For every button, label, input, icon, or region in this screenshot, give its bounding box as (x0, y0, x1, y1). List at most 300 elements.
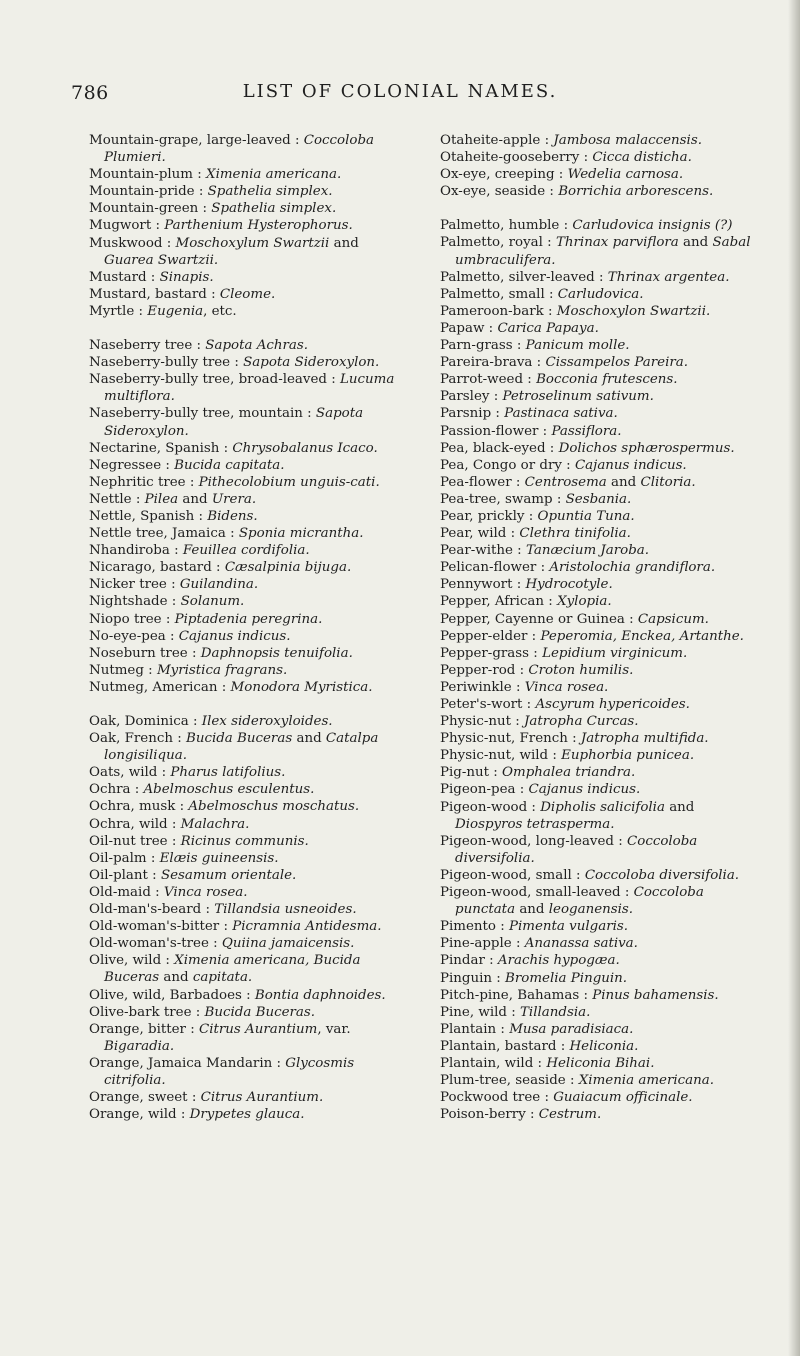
botanical-name: Pastinaca sativa. (504, 406, 618, 422)
botanical-name: Bigaradia. (104, 1038, 175, 1054)
index-entry (89, 491, 409, 508)
botanical-name: Elæis guineensis. (159, 850, 279, 866)
botanical-name: Carica Papaya. (497, 320, 599, 336)
common-name: Old-woman's-tree : (89, 936, 222, 952)
common-name: Pig-nut : (440, 765, 503, 781)
index-entry (440, 166, 760, 183)
index-entry (89, 132, 409, 166)
botanical-name: Moschoxylum Swartzii (175, 235, 330, 251)
botanical-name: Cleome. (219, 286, 276, 302)
index-entry (89, 200, 409, 217)
botanical-name: Thrinax argentea. (607, 269, 730, 285)
index-entry (440, 388, 760, 405)
common-name: Nettle tree, Jamaica : (89, 526, 239, 542)
left-column (89, 132, 409, 1123)
common-name: Mountain-pride : (89, 184, 208, 200)
botanical-name: Omphalea triandra. (502, 765, 636, 781)
common-name: Olive, wild : (89, 953, 175, 969)
botanical-name: Picramnia Antidesma. (232, 919, 382, 935)
common-name: Pindar : (440, 953, 498, 969)
index-entry (89, 474, 409, 491)
botanical-name: Ximenia americana. (206, 167, 342, 183)
botanical-name: Thrinax parviflora (555, 235, 679, 251)
botanical-name: Sinapis. (159, 269, 214, 285)
botanical-name: Daphnopsis tenuifolia. (200, 645, 353, 661)
index-entry (440, 867, 760, 884)
index-entry (440, 303, 760, 320)
common-name: Pameroon-bark : (440, 303, 557, 319)
botanical-name: Citrus Aurantium. (200, 1090, 324, 1106)
index-entry (89, 217, 409, 234)
index-entry (440, 320, 760, 337)
index-entry (89, 918, 409, 935)
botanical-name: Clitoria. (640, 474, 696, 490)
index-entry (440, 764, 760, 781)
botanical-name: Pithecolobium unguis-cati. (198, 474, 380, 490)
common-name: , var. (317, 1021, 351, 1037)
common-name: Orange, sweet : (89, 1090, 201, 1106)
common-name: Pear-withe : (440, 543, 526, 559)
index-entry (89, 867, 409, 884)
common-name: Old-man's-beard : (89, 902, 215, 918)
running-head: LIST OF COLONIAL NAMES. (242, 81, 558, 102)
botanical-name: Cestrum. (538, 1107, 602, 1123)
common-name: Pigeon-pea : (440, 782, 529, 798)
index-entry (440, 713, 760, 730)
botanical-name: Sesbania. (565, 491, 632, 507)
common-name: Plantain, wild : (440, 1055, 547, 1071)
common-name: Peter's-wort : (440, 697, 536, 712)
botanical-name: Urera. (211, 491, 257, 507)
botanical-name: Hydrocotyle. (525, 577, 613, 593)
botanical-name: Glycosmis citrifolia. (104, 1055, 355, 1088)
common-name: Ochra, musk : (89, 799, 189, 815)
common-name: Nhandiroba : (89, 543, 183, 559)
common-name: Ox-eye, creeping : (440, 167, 568, 183)
index-entry (89, 1089, 409, 1106)
common-name: Pinguin : (440, 970, 506, 986)
common-name: Niopo tree : (89, 611, 175, 627)
common-name: Oak, Dominica : (89, 714, 202, 729)
common-name: Old-maid : (89, 884, 164, 900)
botanical-name: Bucida Buceras (185, 731, 293, 747)
index-entry (89, 816, 409, 833)
botanical-name: Ximenia americana. (578, 1073, 714, 1089)
botanical-name: Pimenta vulgaris. (509, 919, 629, 935)
common-name: No-eye-pea : (89, 628, 179, 644)
common-name: Pine-apple : (440, 936, 525, 952)
common-name: Mustard, bastard : (89, 286, 220, 302)
common-name: Oak, French : (89, 731, 186, 747)
index-entry (89, 611, 409, 628)
botanical-name: Myristica fragrans. (156, 662, 288, 678)
index-entry (89, 337, 409, 354)
common-name: Nectarine, Spanish : (89, 440, 233, 456)
common-name: Oil-plant : (89, 867, 161, 883)
index-entry (440, 491, 760, 508)
common-name: Mountain-plum : (89, 167, 207, 183)
index-entry (440, 1021, 760, 1038)
common-name: Pareira-brava : (440, 355, 546, 371)
botanical-name: Abelmoschus moschatus. (188, 799, 360, 815)
botanical-name: Guaiacum officinale. (553, 1090, 693, 1106)
right-column (440, 132, 760, 1123)
common-name: Nephritic tree : (89, 474, 199, 490)
common-name: Pockwood tree : (440, 1090, 554, 1106)
index-entry (89, 269, 409, 286)
index-entry (440, 371, 760, 388)
common-name: Naseberry tree : (89, 338, 206, 354)
common-name: Oil-palm : (89, 850, 160, 866)
common-name: Nicker tree : (89, 577, 180, 593)
botanical-name: Cæsalpinia bijuga. (224, 560, 352, 576)
index-entry (89, 628, 409, 645)
botanical-name: Abelmoschus esculentus. (143, 782, 315, 798)
botanical-name: Passiflora. (551, 423, 622, 439)
botanical-name: Ximenia americana, Bucida Buceras (104, 953, 361, 986)
index-entry (89, 354, 409, 371)
index-entry (440, 269, 760, 286)
botanical-name: Euphorbia punicea. (561, 748, 695, 764)
botanical-name: Diospyros tetrasperma. (455, 816, 615, 832)
index-entry (440, 576, 760, 593)
botanical-name: Jambosa malaccensis. (553, 133, 702, 148)
botanical-name: Bocconia frutescens. (536, 372, 678, 388)
botanical-name: Coccoloba diversifolia. (455, 833, 698, 866)
common-name: Pea-flower : (440, 474, 525, 490)
botanical-name: Bucida capitata. (174, 457, 285, 473)
botanical-name: Lucuma multiflora. (104, 372, 395, 405)
botanical-name: Wedelia carnosa. (567, 167, 684, 183)
botanical-name: Cajanus indicus. (528, 782, 641, 798)
index-entry (440, 884, 760, 918)
index-entry (440, 679, 760, 696)
index-entry (89, 935, 409, 952)
botanical-name: Solanum. (180, 594, 245, 610)
common-name: Pepper-rod : (440, 662, 529, 678)
botanical-name: Cicca disticha. (592, 150, 692, 166)
botanical-name: Coccoloba punctata (455, 885, 704, 918)
botanical-name: Sabal umbraculifera. (455, 235, 751, 268)
botanical-name: Tillandsia. (519, 1004, 591, 1020)
common-name: Naseberry-bully tree, broad-leaved : (89, 372, 341, 388)
index-entry (89, 833, 409, 850)
page-number: 786 (71, 82, 109, 104)
botanical-name: Eugenia (147, 303, 204, 319)
index-entry (440, 559, 760, 576)
common-name: Nutmeg, American : (89, 679, 231, 695)
index-entry (89, 559, 409, 576)
index-entry (440, 1004, 760, 1021)
index-entry (89, 235, 409, 269)
common-name: Pigeon-wood, small : (440, 867, 585, 883)
botanical-name: Carludovica insignis (?) (572, 218, 733, 234)
common-name: Olive-bark tree : (89, 1004, 205, 1020)
botanical-name: Cajanus indicus. (178, 628, 291, 644)
common-name: and (292, 731, 326, 747)
index-entry (440, 457, 760, 474)
botanical-name: Lepidium virginicum. (542, 645, 688, 661)
letter-section-gap (440, 200, 760, 217)
common-name: , etc. (203, 303, 237, 319)
index-entry (89, 781, 409, 798)
botanical-name: leoganensis. (548, 902, 634, 918)
index-entry (440, 918, 760, 935)
common-name: Palmetto, small : (440, 286, 558, 302)
index-entry (89, 371, 409, 405)
common-name: Pea, black-eyed : (440, 440, 559, 456)
common-name: Poison-berry : (440, 1107, 539, 1123)
common-name: Pitch-pine, Bahamas : (440, 987, 593, 1003)
botanical-name: Bucida Buceras. (204, 1004, 316, 1020)
botanical-name: Guarea Swartzii. (104, 252, 219, 268)
botanical-name: Cajanus indicus. (574, 457, 687, 473)
common-name: Noseburn tree : (89, 645, 201, 661)
botanical-name: Musa paradisiaca. (509, 1021, 634, 1037)
letter-section-gap (89, 696, 409, 713)
index-entry (89, 183, 409, 200)
common-name: and (664, 799, 695, 815)
botanical-name: Arachis hypogæa. (497, 953, 620, 969)
common-name: Pepper-elder : (440, 628, 541, 644)
common-name: Nettle, Spanish : (89, 508, 208, 524)
index-entry (89, 286, 409, 303)
common-name: Plantain : (440, 1021, 510, 1037)
common-name: Parsley : (440, 389, 503, 405)
common-name: Physic-nut, French : (440, 731, 581, 747)
index-entry (89, 901, 409, 918)
common-name: Passion-flower : (440, 423, 552, 439)
botanical-name: Xylopia. (557, 594, 612, 610)
common-name: Naseberry-bully tree : (89, 355, 244, 371)
botanical-name: Peperomia, Enckea, Artanthe. (540, 628, 744, 644)
botanical-name: Pilea (144, 491, 179, 507)
index-entry (440, 337, 760, 354)
index-entry (89, 884, 409, 901)
common-name: Myrtle : (89, 303, 148, 319)
botanical-name: Piptadenia peregrina. (174, 611, 323, 627)
index-entry (440, 423, 760, 440)
index-entry (440, 1089, 760, 1106)
common-name: Physic-nut, wild : (440, 748, 562, 764)
index-entry (89, 576, 409, 593)
botanical-name: Cissampelos Pareira. (545, 355, 689, 371)
common-name: Nightshade : (89, 594, 181, 610)
index-entry (89, 525, 409, 542)
common-name: Naseberry-bully tree, mountain : (89, 406, 316, 422)
botanical-name: Bidens. (207, 508, 258, 524)
index-entry (89, 679, 409, 696)
index-entry (440, 1055, 760, 1072)
index-entry (89, 166, 409, 183)
common-name: Parsnip : (440, 406, 505, 422)
index-entry (440, 183, 760, 200)
botanical-name: Heliconia. (569, 1038, 639, 1054)
index-entry (89, 1021, 409, 1055)
index-entry (440, 611, 760, 628)
index-entry (440, 354, 760, 371)
index-entry (440, 952, 760, 969)
botanical-name: Coccoloba Plumieri. (104, 133, 375, 166)
common-name: Physic-nut : (440, 714, 525, 730)
botanical-name: Vinca rosea. (163, 884, 248, 900)
common-name: Palmetto, silver-leaved : (440, 269, 608, 285)
common-name: Pigeon-wood, small-leaved : (440, 885, 634, 901)
common-name: Old-woman's-bitter : (89, 919, 233, 935)
index-entry (440, 628, 760, 645)
common-name: and (515, 902, 549, 918)
common-name: Mountain-green : (89, 201, 212, 217)
botanical-name: Petroselinum sativum. (502, 389, 654, 405)
index-entry (89, 764, 409, 781)
common-name: Nettle : (89, 491, 145, 507)
index-entry (440, 508, 760, 525)
index-entry (89, 850, 409, 867)
index-entry (89, 987, 409, 1004)
common-name: Parn-grass : (440, 338, 526, 354)
common-name: Negressee : (89, 457, 175, 473)
index-entry (440, 474, 760, 491)
index-entry (89, 730, 409, 764)
common-name: Olive, wild, Barbadoes : (89, 987, 255, 1003)
index-entry (89, 457, 409, 474)
index-entry (89, 405, 409, 439)
botanical-name: Tanæcium Jaroba. (525, 543, 650, 559)
index-entry (440, 799, 760, 833)
botanical-name: Feuillea cordifolia. (182, 543, 310, 559)
index-entry (89, 645, 409, 662)
index-entry (440, 286, 760, 303)
common-name: Nutmeg : (89, 662, 157, 678)
common-name: Oil-nut tree : (89, 833, 181, 849)
botanical-name: Heliconia Bihai. (546, 1055, 655, 1071)
index-entry (89, 952, 409, 986)
index-entry (440, 970, 760, 987)
common-name: Pigeon-wood : (440, 799, 541, 815)
common-name: Pine, wild : (440, 1004, 520, 1020)
index-entry (89, 593, 409, 610)
index-entry (440, 935, 760, 952)
index-entry (440, 149, 760, 166)
index-entry (440, 781, 760, 798)
index-entry (440, 1106, 760, 1123)
botanical-name: Tillandsia usneoides. (214, 902, 357, 918)
common-name: Periwinkle : (440, 679, 525, 695)
common-name: Ochra : (89, 782, 144, 798)
botanical-name: Ananassa sativa. (524, 936, 638, 952)
common-name: Orange, wild : (89, 1107, 190, 1123)
index-entry (440, 833, 760, 867)
index-entry (89, 713, 409, 730)
botanical-name: Clethra tinifolia. (519, 526, 631, 542)
index-entry (440, 645, 760, 662)
index-entry (89, 508, 409, 525)
index-entry (440, 593, 760, 610)
index-entry (440, 662, 760, 679)
botanical-name: capitata. (192, 970, 253, 986)
botanical-name: Borrichia arborescens. (558, 184, 714, 200)
common-name: Mugwort : (89, 218, 165, 234)
botanical-name: Citrus Aurantium (198, 1021, 318, 1037)
common-name: Pepper, African : (440, 594, 558, 610)
common-name: Pimento : (440, 919, 510, 935)
common-name: Orange, bitter : (89, 1021, 199, 1037)
index-entry (440, 747, 760, 764)
index-entry (440, 987, 760, 1004)
index-entry (440, 1072, 760, 1089)
common-name: Ochra, wild : (89, 816, 181, 832)
botanical-name: Chrysobalanus Icaco. (232, 440, 378, 456)
botanical-name: Pinus bahamensis. (592, 987, 719, 1003)
index-entry (440, 405, 760, 422)
index-entry (89, 798, 409, 815)
botanical-name: Panicum molle. (525, 338, 630, 354)
botanical-name: Quiina jamaicensis. (221, 936, 355, 952)
common-name: Muskwood : (89, 235, 176, 251)
botanical-name: Bromelia Pinguin. (505, 970, 628, 986)
common-name: Pennywort : (440, 577, 526, 593)
common-name: Pepper, Cayenne or Guinea : (440, 611, 638, 627)
botanical-name: Jatropha Curcas. (524, 714, 639, 730)
botanical-name: Sponia micrantha. (238, 526, 364, 542)
botanical-name: Moschoxylon Swartzii. (556, 303, 711, 319)
common-name: and (159, 970, 193, 986)
index-entry (440, 1038, 760, 1055)
botanical-name: Catalpa longisiliqua. (104, 731, 379, 764)
botanical-name: Ricinus communis. (180, 833, 309, 849)
botanical-name: Coccoloba diversifolia. (584, 867, 740, 883)
botanical-name: Sapota Sideroxylon. (104, 406, 364, 439)
botanical-name: Pharus latifolius. (170, 765, 286, 781)
botanical-name: Ascyrum hypericoides. (535, 697, 690, 712)
botanical-name: Dolichos sphærospermus. (558, 440, 735, 456)
botanical-name: Jatropha multifida. (580, 731, 709, 747)
botanical-name: Monodora Myristica. (230, 679, 373, 695)
index-entry (440, 234, 760, 268)
index-entry (89, 542, 409, 559)
botanical-name: Centrosema (524, 474, 607, 490)
index-entry (440, 132, 760, 149)
botanical-name: Aristolochia grandiflora. (549, 560, 716, 576)
common-name: Pigeon-wood, long-leaved : (440, 833, 628, 849)
index-entry (89, 440, 409, 457)
botanical-name: Croton humilis. (528, 662, 634, 678)
common-name: Ox-eye, seaside : (440, 184, 559, 200)
botanical-name: Parthenium Hysterophorus. (164, 218, 353, 234)
index-entry (89, 1055, 409, 1089)
botanical-name: Ilex sideroxyloides. (201, 714, 333, 729)
common-name: Pea-tree, swamp : (440, 491, 566, 507)
common-name: Otaheite-gooseberry : (440, 150, 593, 166)
common-name: Pear, prickly : (440, 508, 538, 524)
index-entry (89, 662, 409, 679)
botanical-name: Bontia daphnoides. (254, 987, 386, 1003)
botanical-name: Carludovica. (557, 286, 644, 302)
botanical-name: Opuntia Tuna. (537, 508, 635, 524)
index-entry (440, 730, 760, 747)
common-name: Pelican-flower : (440, 560, 550, 576)
common-name: Parrot-weed : (440, 372, 537, 388)
botanical-name: Vinca rosea. (524, 679, 609, 695)
page-edge-shadow (788, 0, 800, 1356)
index-entry (440, 525, 760, 542)
common-name: Papaw : (440, 320, 498, 336)
common-name: Pea, Congo or dry : (440, 457, 575, 473)
common-name: Orange, Jamaica Mandarin : (89, 1055, 286, 1071)
index-entry (89, 303, 409, 320)
index-entry (440, 696, 760, 713)
common-name: Plum-tree, seaside : (440, 1073, 579, 1089)
